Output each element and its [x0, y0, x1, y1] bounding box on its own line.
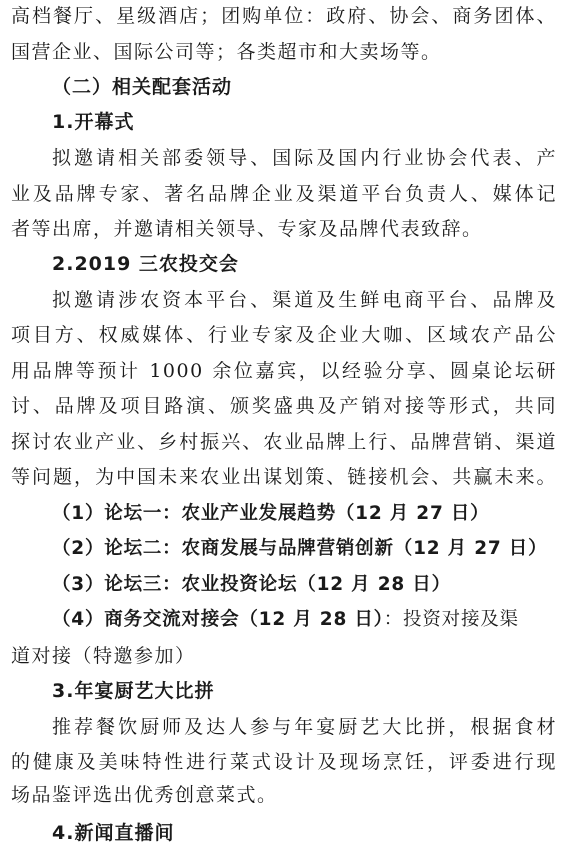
- forum-item-2: （2）论坛二：农商发展与品牌营销创新（12 月 27 日）: [52, 538, 548, 559]
- item-heading-cooking: 3.年宴厨艺大比拼: [52, 680, 215, 702]
- section-heading: （二）相关配套活动: [52, 76, 233, 98]
- item-heading-forum: 2.2019 三农投交会: [52, 253, 239, 275]
- paragraph-line: 讨、品牌及项目路演、颁奖盛典及产销对接等形式，共同: [11, 395, 557, 417]
- paragraph-line: 国营企业、国际公司等；各类超市和大卖场等。: [11, 41, 442, 63]
- forum-item-4-title: （4）商务交流对接会（12 月 28 日）: [52, 609, 384, 630]
- item-heading-opening: 1.开幕式: [52, 111, 135, 133]
- paragraph-line: 高档餐厅、星级酒店；团购单位：政府、协会、商务团体、: [11, 5, 557, 27]
- paragraph-line: 业及品牌专家、著名品牌企业及渠道平台负责人、媒体记: [11, 183, 557, 205]
- paragraph-line: 探讨农业产业、乡村振兴、农业品牌上行、品牌营销、渠道: [11, 431, 557, 453]
- paragraph-line: 的健康及美味特性进行菜式设计及现场烹饪，评委进行现: [11, 751, 557, 773]
- forum-item-4: [52, 608, 519, 632]
- paragraph-line: 者等出席，并邀请相关领导、专家及品牌代表致辞。: [11, 218, 483, 240]
- paragraph-line: 拟邀请相关部委领导、国际及国内行业协会代表、产: [52, 147, 557, 169]
- forum-item-4-desc: ：投资对接及渠: [383, 609, 519, 630]
- paragraph-line: 推荐餐饮厨师及达人参与年宴厨艺大比拼，根据食材: [52, 716, 557, 738]
- paragraph-line: 用品牌等预计 1000 余位嘉宾，以经验分享、圆桌论坛研: [11, 360, 557, 382]
- paragraph-line: 项目方、权威媒体、行业专家及企业大咖、区域农产品公: [11, 324, 557, 346]
- paragraph-line: 等问题，为中国未来农业出谋划策、链接机会、共赢未来。: [11, 466, 557, 488]
- paragraph-line: 拟邀请涉农资本平台、渠道及生鲜电商平台、品牌及: [52, 289, 557, 311]
- paragraph-line: 道对接（特邀参加）: [11, 645, 196, 667]
- paragraph-line: 场品鉴评选出优秀创意菜式。: [11, 784, 278, 806]
- item-heading-newsroom: 4.新闻直播间: [52, 822, 175, 844]
- forum-item-1: （1）论坛一：农业产业发展趋势（12 月 27 日）: [52, 503, 490, 524]
- forum-item-3: （3）论坛三：农业投资论坛（12 月 28 日）: [52, 574, 451, 595]
